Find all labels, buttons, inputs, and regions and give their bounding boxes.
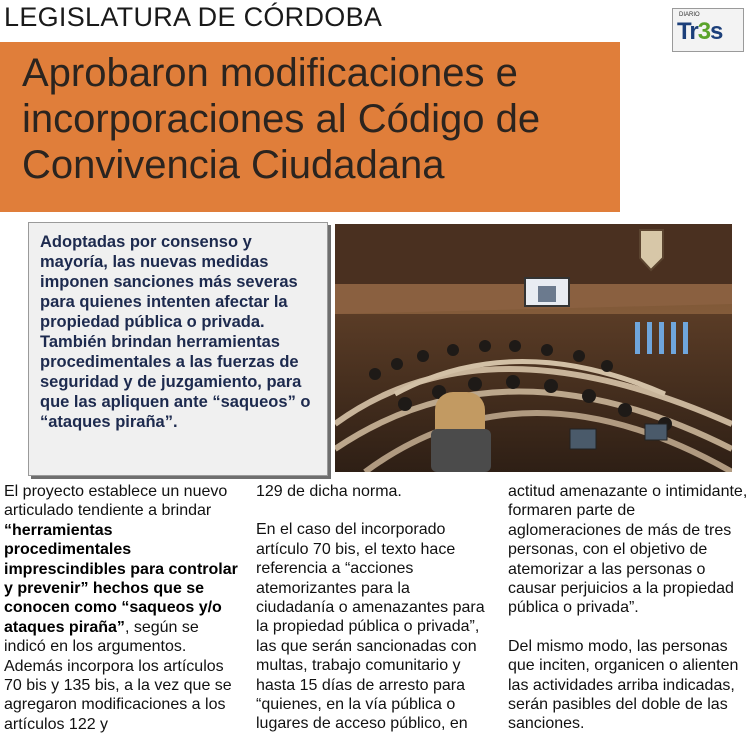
- logo-main-text: Tr3s: [677, 18, 723, 45]
- page-title: Aprobaron modificaciones e incorporaciones al Código de Convivencia Ciudadana: [22, 51, 541, 187]
- legislature-chamber-photo: [335, 224, 732, 472]
- article-column-2: [256, 482, 492, 734]
- lead-paragraph-2: También brindan herramientas procedimentales a las fuerzas de seguridad y de juzgamiento, para que las apliquen ante “saqueos” o “ataques piraña”.: [40, 333, 311, 431]
- article-paragraph: En el caso del incorporado artículo 70 bis, el texto hace referencia a “acciones atemorizantes para la ciudadanía o amenazantes para la propiedad pública o privada”, las que serán sancionadas con multas, trabajo comunitario y hasta 15 días de arresto para “quienes, en la vía pública o lugares de acceso público, en: [256, 521, 485, 733]
- lead-text: [40, 232, 322, 432]
- section-label: LEGISLATURA DE CÓRDOBA: [4, 2, 383, 32]
- lead-paragraph-1: Adoptadas por consenso y mayoría, las nuevas medidas imponen sanciones más severas para quienes intenten afectar la propiedad pública o privada.: [40, 233, 298, 331]
- article-paragraph: actitud amenazante o intimidante, formaren parte de aglomeraciones de más de tres personas, con el objetivo de atemorizar a las personas o causar perjuicios a la propiedad pública o privada”.: [508, 483, 748, 617]
- article-column-3: [508, 482, 748, 734]
- article-paragraph: Del mismo modo, las personas que inciten, organicen o alienten las actividades arriba indicadas, serán pasibles del doble de las sanciones.: [508, 637, 739, 733]
- newspaper-logo: [672, 8, 744, 52]
- article-paragraph: 129 de dicha norma.: [256, 483, 402, 500]
- article-column-1: El proyecto establece un nuevo articulado tendiente a brindar “herramientas procedimentales imprescindibles para controlar y prevenir” hechos que se conocen como “saqueos y/o ataques piraña”, según se indicó en los argumentos. Además incorpora los artículos 70 bis y 135 bis, a la vez que se agregaron modificaciones a los artículos 122 y: [4, 483, 238, 733]
- logo-small-text: DIARIO: [679, 12, 700, 18]
